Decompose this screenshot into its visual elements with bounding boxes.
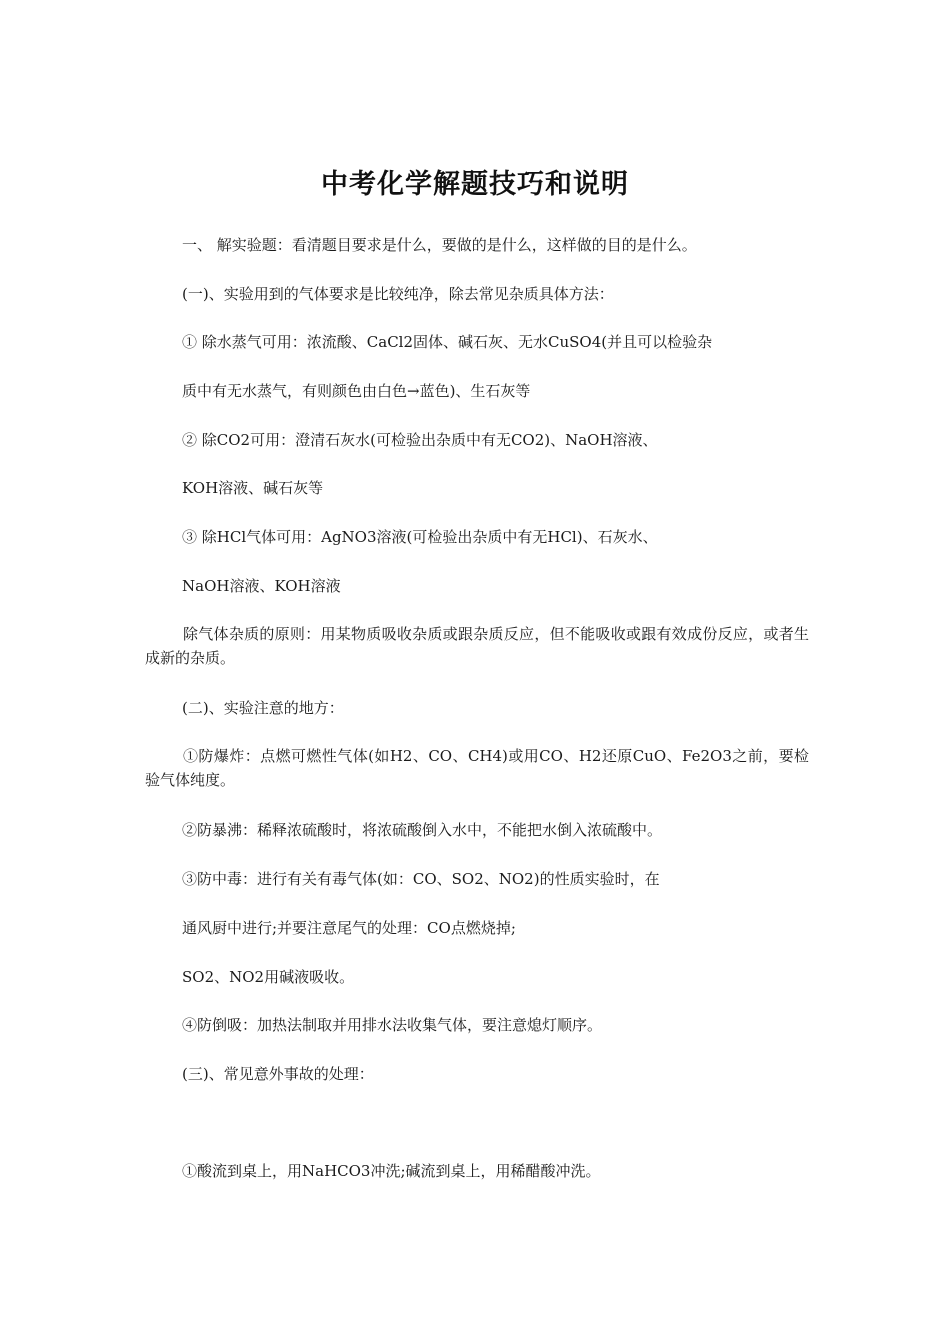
note-4-line: ④防倒吸：加热法制取并用排水法收集气体，要注意熄灯顺序。 (182, 1016, 603, 1034)
document-title: 中考化学解题技巧和说明 (321, 169, 629, 200)
accident-1-line: ①酸流到桌上，用NaHCO3冲洗;碱流到桌上，用稀醋酸冲洗。 (182, 1162, 601, 1180)
principle-paragraph: 除气体杂质的原则：用某物质吸收杂质或跟杂质反应，但不能吸收或跟有效成份反应，或者生成新的杂质。 (145, 625, 809, 667)
subsection-1-heading: (一)、实验用到的气体要求是比较纯净，除去常见杂质具体方法： (182, 285, 614, 303)
note-2-line: ②防暴沸：稀释浓硫酸时，将浓硫酸倒入水中，不能把水倒入浓硫酸中。 (182, 821, 663, 839)
item-3-line-2: NaOH溶液、KOH溶液 (182, 577, 341, 595)
note-3-line-2: 通风厨中进行;并要注意尾气的处理：CO点燃烧掉; (182, 919, 516, 937)
section-1-heading: 一、 解实验题：看清题目要求是什么，要做的是什么，这样做的目的是什么。 (182, 236, 697, 254)
item-1-line-1: ① 除水蒸气可用：浓流酸、CaCl2固体、碱石灰、无水CuSO4(并且可以检验杂 (182, 333, 713, 351)
note-3-line-1: ③防中毒：进行有关有毒气体(如：CO、SO2、NO2)的性质实验时，在 (182, 870, 660, 888)
subsection-2-heading: (二)、实验注意的地方： (182, 699, 344, 717)
note-1-paragraph: ①防爆炸：点燃可燃性气体(如H2、CO、CH4)或用CO、H2还原CuO、Fe2O3之前，要检验气体纯度。 (145, 747, 809, 789)
note-3-line-3: SO2、NO2用碱液吸收。 (182, 968, 355, 986)
item-2-line-2: KOH溶液、碱石灰等 (182, 479, 324, 497)
item-1-line-2: 质中有无水蒸气，有则颜色由白色→蓝色)、生石灰等 (182, 382, 531, 400)
item-2-line-1: ② 除CO2可用：澄清石灰水(可检验出杂质中有无CO2)、NaOH溶液、 (182, 431, 658, 449)
subsection-3-heading: (三)、常见意外事故的处理： (182, 1065, 374, 1083)
item-3-line-1: ③ 除HCl气体可用：AgNO3溶液(可检验出杂质中有无HCl)、石灰水、 (182, 528, 658, 546)
